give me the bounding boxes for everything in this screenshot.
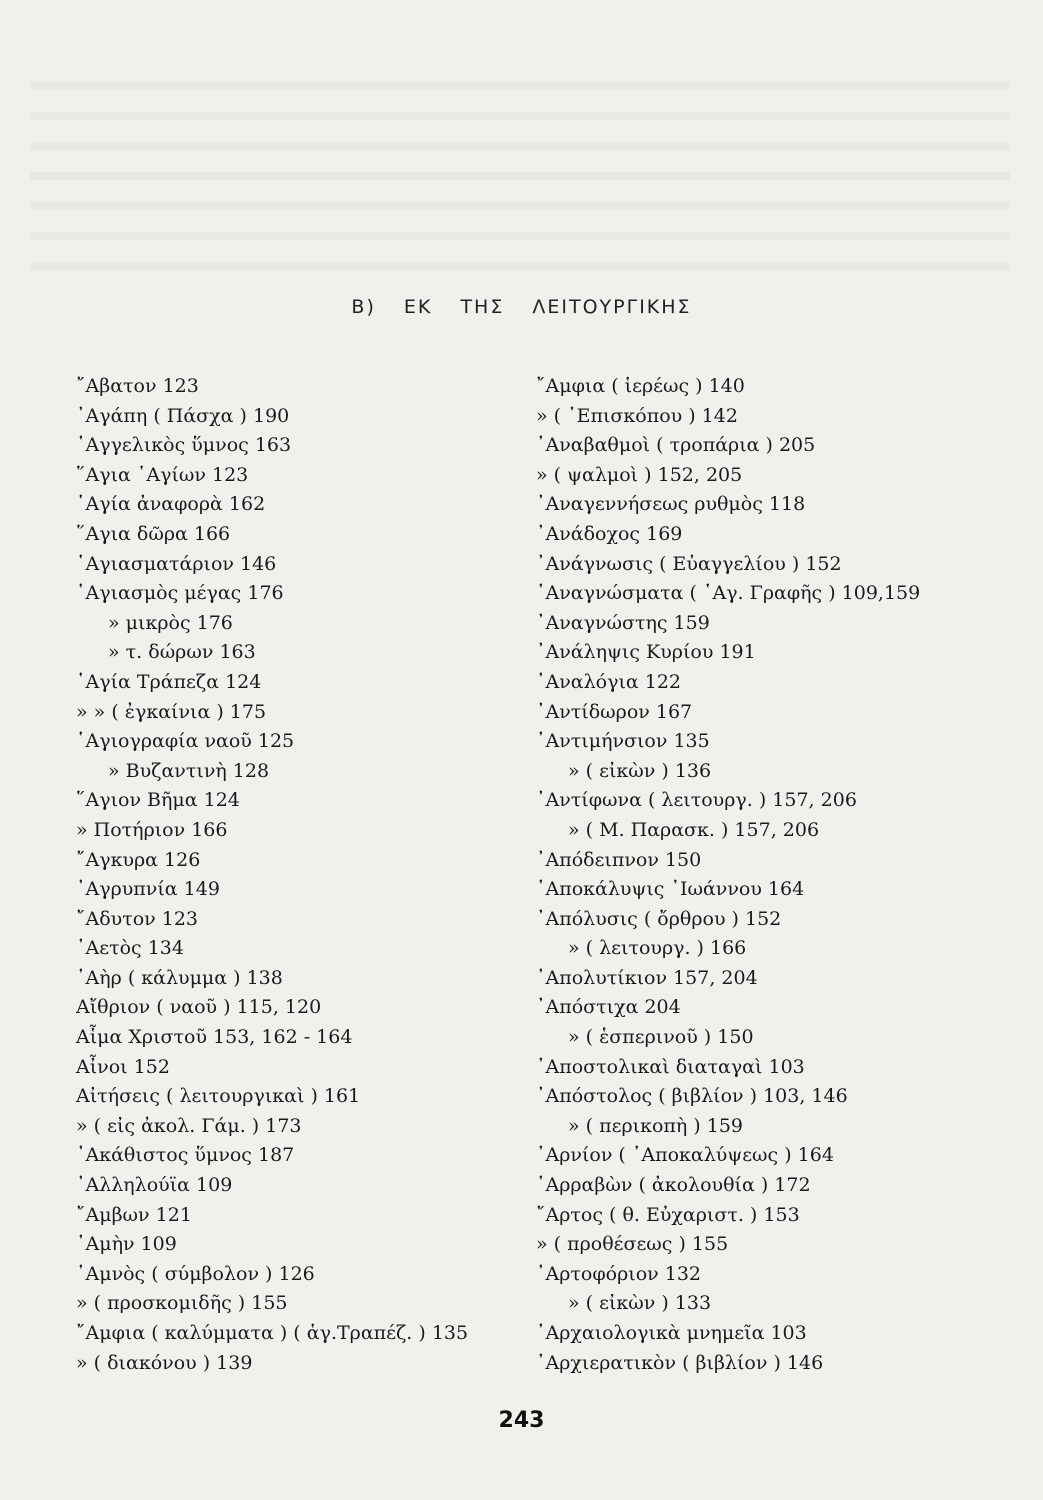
index-entry: » ( εἰκὼν ) 136 <box>568 759 712 782</box>
index-entry: » Βυζαντινὴ 128 <box>108 759 270 782</box>
index-entry: ᾽Ακάθιστος ὕμνος 187 <box>76 1144 295 1167</box>
section-heading <box>0 296 1043 318</box>
index-entry: ῎Αμφια ( ἱερέως ) 140 <box>536 375 745 397</box>
index-entry: Αἶνοι 152 <box>76 1055 170 1078</box>
index-entry: ᾽Απολυτίκιον 157, 204 <box>536 966 758 989</box>
index-entry: ῞Αγια δῶρα 166 <box>76 522 231 545</box>
index-column-right <box>536 372 956 1378</box>
index-entry: ῎Αμβων 121 <box>76 1203 192 1226</box>
index-entry: ῾Αγιασμὸς μέγας 176 <box>76 582 284 605</box>
index-entry: ᾽Ανάληψις Κυρίου 191 <box>536 641 756 664</box>
page-number: 243 <box>498 1408 545 1433</box>
index-entry: ᾽Αρραβὼν ( ἀκολουθία ) 172 <box>536 1174 811 1197</box>
index-entry: » μικρὸς 176 <box>108 611 233 634</box>
index-entry: ᾽Αντιμήνσιον 135 <box>536 730 710 753</box>
index-entry: ῾Αγιογραφία ναοῦ 125 <box>76 730 295 753</box>
index-entry: Αἷμα Χριστοῦ 153, 162 - 164 <box>76 1026 353 1049</box>
index-entry: ᾽Απόλυσις ( ὄρθρου ) 152 <box>536 907 782 930</box>
index-entry: » Ποτήριον 166 <box>76 818 228 841</box>
index-entry: » ( προθέσεως ) 155 <box>536 1233 729 1256</box>
index-entry: ᾽Αντίφωνα ( λειτουργ. ) 157, 206 <box>536 789 857 812</box>
index-entry: » ( Μ. Παρασκ. ) 157, 206 <box>568 818 820 841</box>
heading-word-3: ΛΕΙΤΟΥΡΓΙΚΗΣ <box>532 296 692 318</box>
heading-word-1: ΕΚ <box>403 296 433 318</box>
index-entry: » ( προσκομιδῆς ) 155 <box>76 1292 288 1315</box>
index-entry: » ( εἰς ἀκολ. Γάμ. ) 173 <box>76 1114 302 1137</box>
index-entry: » ( διακόνου ) 139 <box>76 1351 253 1374</box>
index-entry: » τ. δώρων 163 <box>108 641 256 664</box>
index-entry: ᾽Αποκάλυψις ᾽Ιωάννου 164 <box>536 878 805 901</box>
index-entry: » ( λειτουργ. ) 166 <box>568 937 747 960</box>
heading-letter: B) <box>351 296 376 318</box>
index-entry: » ( περικοπὴ ) 159 <box>568 1114 744 1137</box>
index-entry: ᾽Αρχιερατικὸν ( βιβλίον ) 146 <box>536 1351 824 1374</box>
index-entry: ᾽Αγρυπνία 149 <box>76 878 220 901</box>
index-entry: ᾽Αρνίον ( ᾽Αποκαλύψεως ) 164 <box>536 1144 834 1167</box>
index-entry: ᾽Αναλόγια 122 <box>536 670 682 693</box>
index-entry: ᾽Αὴρ ( κάλυμμα ) 138 <box>76 966 283 989</box>
index-entry: ᾽Απόστολος ( βιβλίον ) 103, 146 <box>536 1085 848 1108</box>
index-entry: ῎Αδυτον 123 <box>76 907 199 930</box>
index-entry: » ( ᾽Επισκόπου ) 142 <box>536 404 738 427</box>
index-entry: ᾽Αλληλούϊα 109 <box>76 1174 233 1197</box>
index-entry: ῞Αγια ῾Αγίων 123 <box>76 463 249 486</box>
index-entry: ᾽Αποστολικαὶ διαταγαὶ 103 <box>536 1055 805 1078</box>
heading-word-2: ΤΗΣ <box>460 296 505 318</box>
index-entry: ᾽Αναγνώσματα ( ῾Αγ. Γραφῆς ) 109,159 <box>536 582 921 605</box>
index-entry: » ( ψαλμοὶ ) 152, 205 <box>536 463 743 486</box>
index-entry: ῞Αγιον Βῆμα 124 <box>76 789 240 812</box>
index-entry: ᾽Αρτοφόριον 132 <box>536 1262 701 1285</box>
index-entry: ᾽Αντίδωρον 167 <box>536 700 693 723</box>
index-entry: ᾽Αμνὸς ( σύμβολον ) 126 <box>76 1262 315 1285</box>
index-entry: ᾽Ανάδοχος 169 <box>536 522 683 545</box>
index-entry: ᾽Ανάγνωσις ( Εὐαγγελίου ) 152 <box>536 552 842 575</box>
index-entry: ῎Αβατον 123 <box>76 375 199 397</box>
index-entry: ῾Αγία Τράπεζα 124 <box>76 670 262 693</box>
index-entry: ᾽Αγάπη ( Πάσχα ) 190 <box>76 404 290 427</box>
index-entry: ᾽Αναβαθμοὶ ( τροπάρια ) 205 <box>536 434 816 457</box>
index-entry: ᾽Αναγνώστης 159 <box>536 611 710 634</box>
index-entry: ᾽Αγγελικὸς ὕμνος 163 <box>76 434 292 457</box>
index-entry: ᾽Απόστιχα 204 <box>536 996 681 1019</box>
index-entry: ᾽Αρχαιολογικὰ μνημεῖα 103 <box>536 1322 807 1344</box>
index-entry: Αἰτήσεις ( λειτουργικαὶ ) 161 <box>76 1085 361 1108</box>
index-entry: » ( εἰκὼν ) 133 <box>568 1292 712 1315</box>
index-entry: ῾Αγία ἀναφορὰ 162 <box>76 493 266 516</box>
index-entry: ᾽Αετὸς 134 <box>76 937 184 960</box>
index-entry: ῾Αγιασματάριον 146 <box>76 552 277 575</box>
index-entry: ᾽Αμὴν 109 <box>76 1233 177 1256</box>
bleed-through-text <box>30 60 1010 290</box>
index-entry: ῎Αρτος ( θ. Εὐχαριστ. ) 153 <box>536 1203 800 1226</box>
index-entry: Αἴθριον ( ναοῦ ) 115, 120 <box>76 996 322 1019</box>
index-entry: ᾽Αναγεννήσεως ρυθμὸς 118 <box>536 493 806 516</box>
index-entry: ῎Αμφια ( καλύμματα ) ( ἁγ.Τραπέζ. ) 135 <box>76 1322 469 1344</box>
index-entry: » » ( ἐγκαίνια ) 175 <box>76 700 267 723</box>
index-entry: ῎Αγκυρα 126 <box>76 848 201 871</box>
index-entry: » ( ἑσπερινοῦ ) 150 <box>568 1026 754 1049</box>
index-column-left <box>76 372 496 1378</box>
index-entry: ᾽Απόδειπνον 150 <box>536 848 702 871</box>
